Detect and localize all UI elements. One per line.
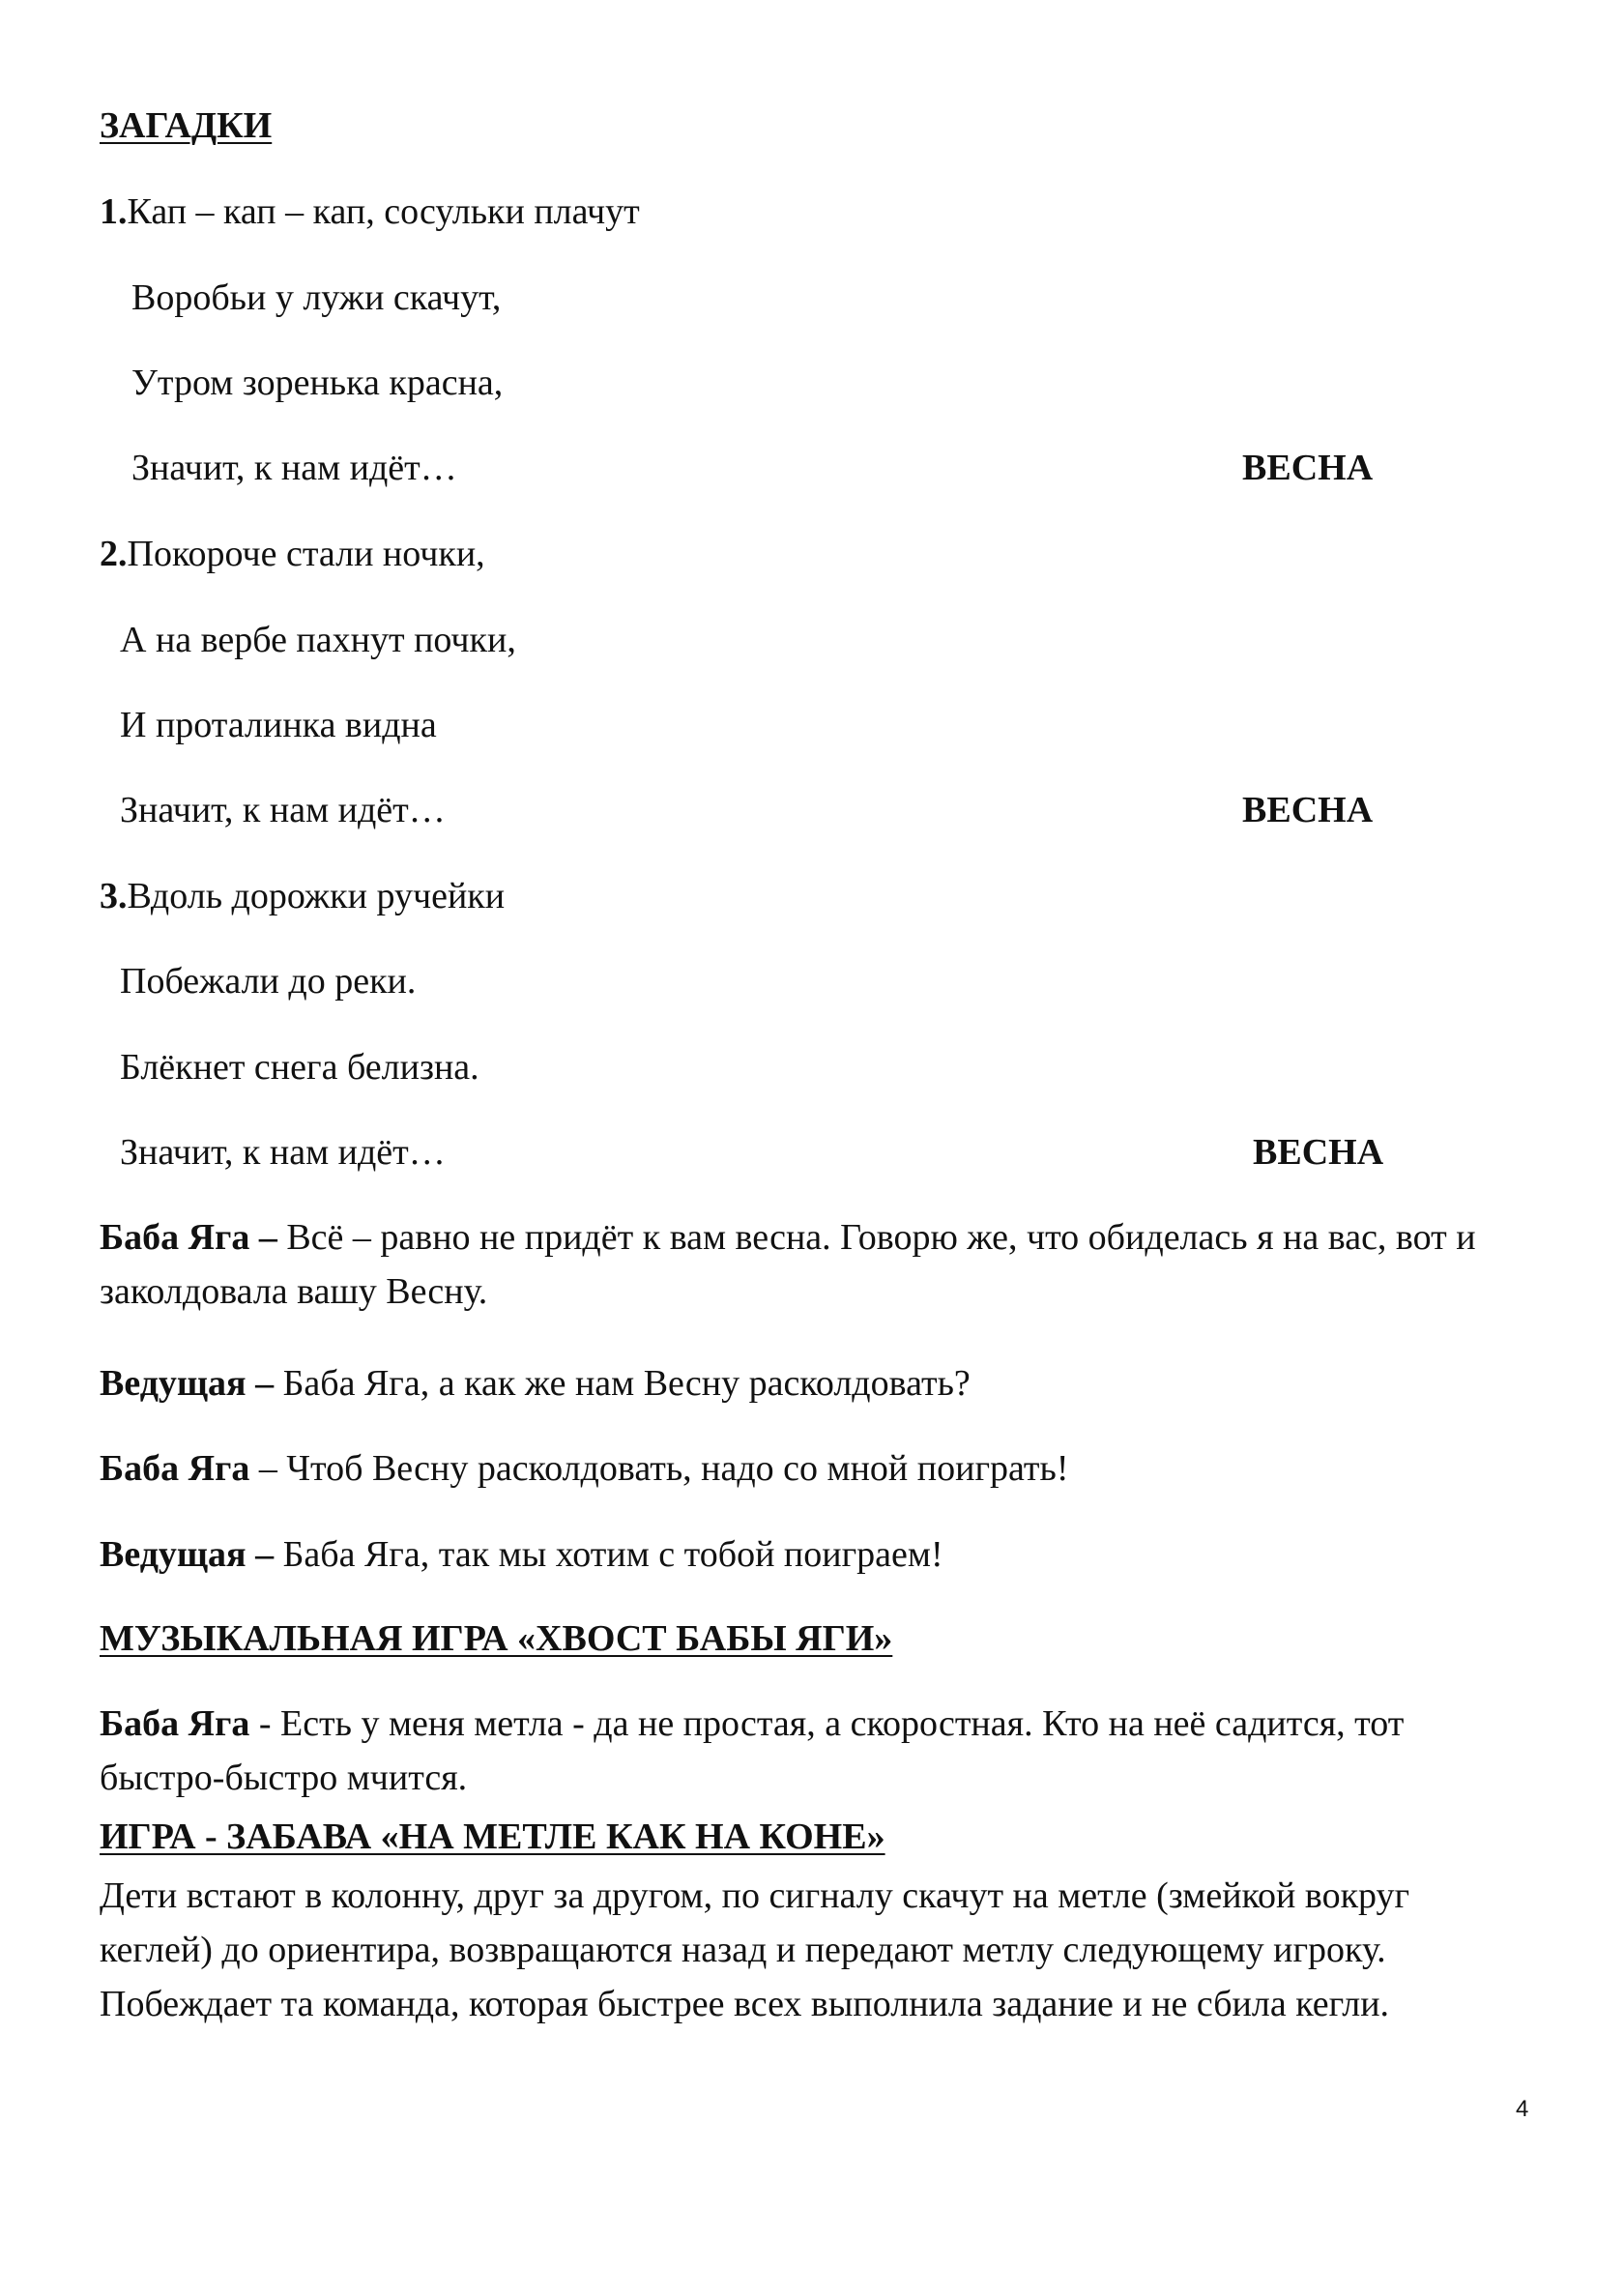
riddle-number: 3. bbox=[100, 876, 128, 916]
riddle-3-line-2: Побежали до реки. bbox=[120, 961, 417, 1002]
riddle-1-line-3: Утром зоренька красна, bbox=[131, 363, 504, 403]
speaker: Ведущая – bbox=[100, 1534, 275, 1575]
dialogue-line bbox=[100, 1441, 1550, 1496]
dialogue-line bbox=[100, 1527, 1550, 1582]
speaker: Баба Яга – bbox=[100, 1217, 277, 1258]
speech: Баба Яга, так мы хотим с тобой поиграем! bbox=[274, 1534, 943, 1575]
riddle-3-line-1: 3.Вдоль дорожки ручейки bbox=[100, 876, 506, 916]
riddle-number: 2. bbox=[100, 534, 128, 574]
riddle-2-line-2: А на вербе пахнут почки, bbox=[120, 620, 516, 660]
riddle-2-line-4: Значит, к нам идёт… bbox=[120, 790, 446, 830]
riddle-3-line-4: Значит, к нам идёт… bbox=[120, 1132, 446, 1173]
riddle-number: 1. bbox=[100, 191, 128, 232]
broom-speech bbox=[100, 1697, 1482, 1805]
speech: - Есть у меня метла - да не простая, а скоростная. Кто на неё садится, тот быстро-быстро мчится. bbox=[100, 1703, 1405, 1798]
riddle-1-line-2: Воробьи у лужи скачут, bbox=[131, 277, 502, 318]
dialogue-line bbox=[100, 1210, 1550, 1319]
speech: Всё – равно не придёт к вам весна. Говорю же, что обиделась я на вас, вот и заколдовала вашу Весну. bbox=[100, 1217, 1476, 1312]
heading-game: ИГРА - ЗАБАВА «НА МЕТЛЕ КАК НА КОНЕ» bbox=[100, 1816, 885, 1857]
speaker: Баба Яга bbox=[100, 1703, 250, 1744]
speech: – Чтоб Весну расколдовать, надо со мной поиграть! bbox=[249, 1448, 1069, 1489]
speaker: Баба Яга bbox=[100, 1448, 250, 1489]
riddle-2-line-3: И проталинка видна bbox=[120, 705, 437, 745]
heading-riddles: ЗАГАДКИ bbox=[100, 105, 273, 146]
speech: Баба Яга, а как же нам Весну расколдовать? bbox=[274, 1363, 971, 1404]
game-description: Дети встают в колонну, друг за другом, по сигналу скачут на метле (змейкой вокруг кеглей) до ориентира, возвращаются назад и передают метлу следующему игроку. Побеждает та команда, которая быстрее всех выполнила задание и не сбила кегли. bbox=[100, 1875, 1410, 2024]
riddle-1-line-1: 1.Кап – кап – кап, сосульки плачут bbox=[100, 191, 640, 232]
dialogue-line bbox=[100, 1356, 1550, 1410]
riddle-1-answer: ВЕСНА bbox=[1242, 448, 1374, 488]
page-number: 4 bbox=[1516, 2096, 1529, 2122]
speaker: Ведущая – bbox=[100, 1363, 275, 1404]
riddle-2-line-1: 2.Покороче стали ночки, bbox=[100, 534, 485, 574]
riddle-3-answer: ВЕСНА bbox=[1253, 1132, 1384, 1173]
heading-music-game: МУЗЫКАЛЬНАЯ ИГРА «ХВОСТ БАБЫ ЯГИ» bbox=[100, 1618, 893, 1659]
riddle-2-answer: ВЕСНА bbox=[1242, 790, 1374, 830]
riddle-3-line-3: Блёкнет снега белизна. bbox=[120, 1047, 479, 1088]
riddle-1-line-4: Значит, к нам идёт… bbox=[131, 448, 457, 488]
